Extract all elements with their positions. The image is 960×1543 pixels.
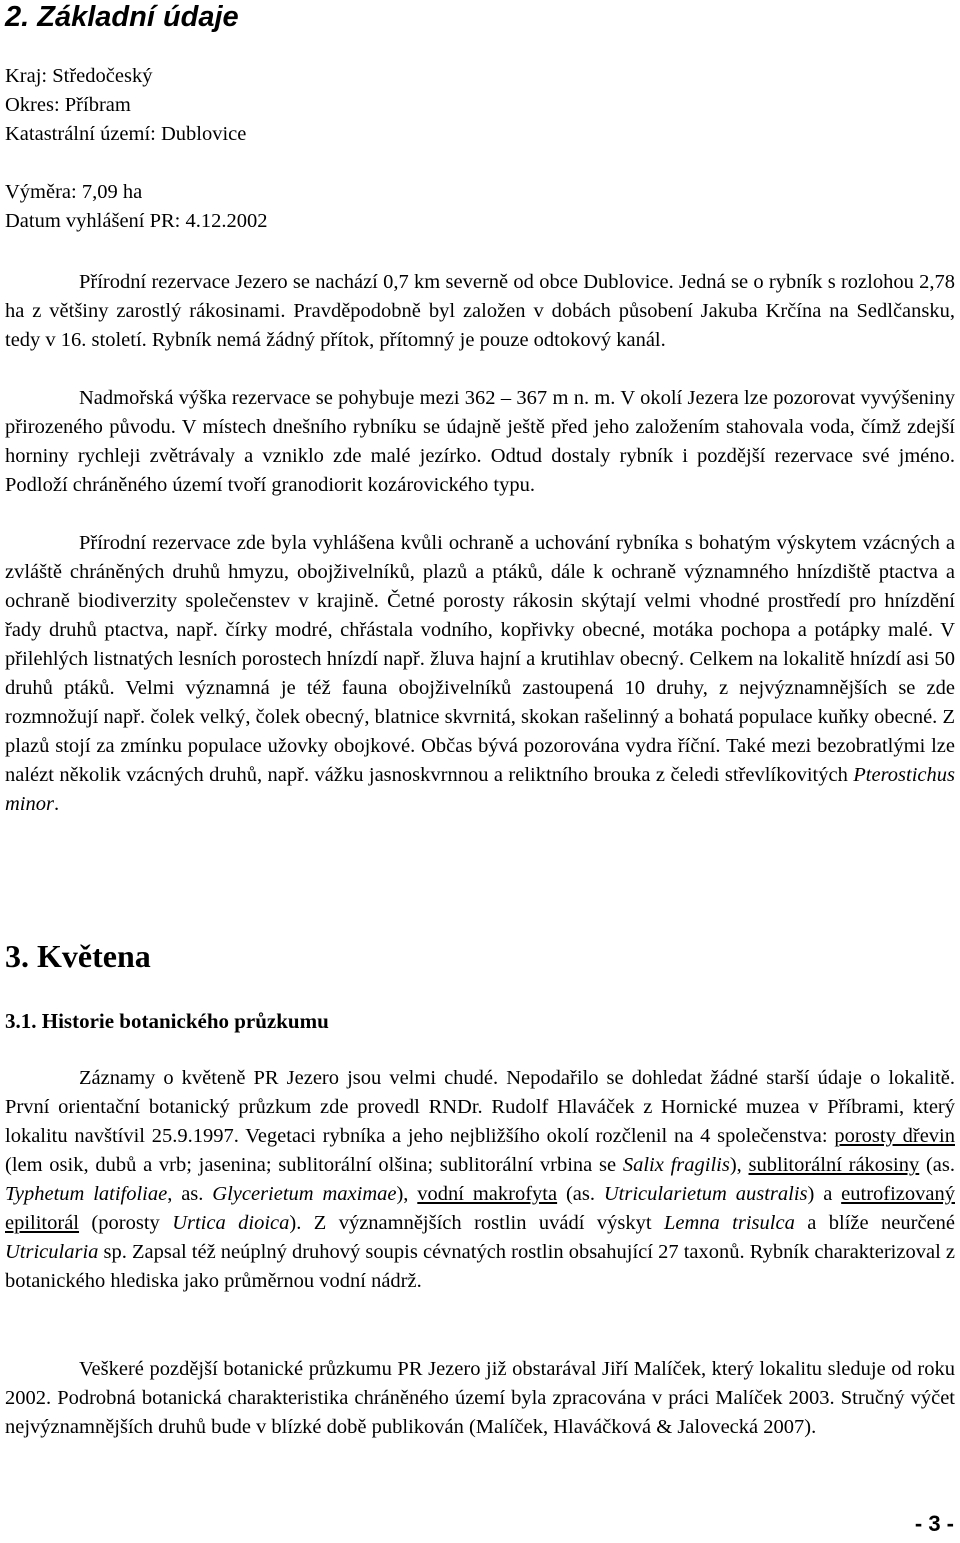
history-text-10: ). Z významnějších rostlin uvádí výskyt	[289, 1212, 664, 1234]
history-text-1: Záznamy o květeně PR Jezero jsou velmi chudé. Nepodařilo se dohledat žádné starší údaje o lokalitě. První orientační botanický průzkum zde provedl RNDr. Rudolf Hlaváček z Hornické muzea v Příbrami, který lokalitu navštívil 25.9.1997. Vegetaci rybníka a jeho nejbližšího okolí rozčlenil na 4 společenstva:	[5, 1067, 955, 1147]
species-utricularia: Utricularia	[5, 1241, 99, 1263]
history-text-6: ),	[396, 1183, 418, 1205]
info-datum: Datum vyhlášení PR: 4.12.2002	[5, 210, 268, 232]
history-text-12: sp. Zapsal též neúplný druhový soupis cévnatých rostlin obsahující 27 taxonů. Rybník charakterizoval z botanického hlediska jako průměrnou vodní nádrž.	[5, 1241, 955, 1292]
history-text-8: ) a	[807, 1183, 842, 1205]
history-text-9: (porosty	[79, 1212, 173, 1234]
subsection-3-1-heading: 3.1. Historie botanického průzkumu	[5, 1009, 329, 1033]
info-spacer	[5, 149, 268, 178]
info-katastr: Katastrální území: Dublovice	[5, 123, 247, 145]
info-kraj: Kraj: Středočeský	[5, 65, 153, 87]
history-text-11: a blíže neurčené	[794, 1212, 956, 1234]
species-salix: Salix fragilis	[622, 1154, 730, 1176]
history-text-4: (as.	[919, 1154, 956, 1176]
association-glycerietum: Glycerietum maximae	[212, 1183, 397, 1205]
paragraph-history	[5, 1064, 955, 1296]
info-vymera: Výměra: 7,09 ha	[5, 181, 143, 203]
community-rakosiny: sublitorální rákosiny	[748, 1154, 920, 1176]
paragraph-geology: Nadmořská výška rezervace se pohybuje mezi 362 – 367 m n. m. V okolí Jezera lze pozorovat vyvýšeniny přirozeného původu. V místech dnešního rybníku se údajně ještě před jeho založením stahovala voda, čímž zdejší horniny rychleji zvětrávaly a vzniklo zde malé jezírko. Odtud dostaly rybník i pozdější rezervace své jméno. Podloží chráněného území tvoří granodiorit kozárovického typu.	[5, 387, 955, 496]
association-utricularietum: Utricularietum australis	[603, 1183, 808, 1205]
species-urtica: Urtica dioica	[172, 1212, 290, 1234]
history-text-2: (lem osik, dubů a vrb; jasenina; sublitorální olšina; sublitorální vrbina se	[5, 1154, 623, 1176]
community-epilitoral: eutrofizovaný epilitorál	[5, 1183, 955, 1234]
fauna-text: Přírodní rezervace zde byla vyhlášena kvůli ochraně a uchování rybníka s bohatým výskytem vzácných a zvláště chráněných druhů hmyzu, obojživelníků, plazů a ptáků, dále k ochraně významného hnízdiště ptactva a ochraně biodiverzity společenstev v krajině. Četné porosty rákosin skýtají velmi vhodné prostředí pro hnízdění řady druhů ptactva, např. čírky modré, chřástala vodního, kopřivky obecné, motáka pochopa a potápky malé. V přilehlých listnatých lesních porostech hnízdí např. žluva hajní a krutihlav obecný. Celkem na lokalitě hnízdí asi 50 druhů ptáků. Velmi významná je též fauna obojživelníků zastoupená 10 druhy, z nejvýznamnějších se zde rozmnožují např. čolek velký, čolek obecný, blatnice skvrnitá, skokan rašelinný a bohatá populace kuňky obecné. Z plazů stojí za zmínku populace užovky obojkové. Občas bývá pozorována vydra říční. Také mezi bezobratlými lze nalézt několik vzácných druhů, např. vážku jasnoskvrnnou a reliktního brouka z čeledi střevlíkovitých	[5, 532, 955, 786]
species-lemna: Lemna trisulca	[663, 1212, 795, 1234]
basic-info-block	[5, 62, 268, 236]
paragraph-fauna	[5, 529, 955, 819]
section-3-heading: 3. Květena	[5, 938, 151, 974]
page-number: - 3 -	[914, 1511, 954, 1536]
history-text-3: ),	[729, 1154, 749, 1176]
history-text-7: (as.	[557, 1183, 604, 1205]
paragraph-later-surveys: Veškeré pozdější botanické průzkumu PR Jezero již obstarával Jiří Malíček, který lokalitu sleduje od roku 2002. Podrobná botanická charakteristika chráněného území byla zpracována v práci Malíček 2003. Stručný výčet nejvýznamnějších druhů bude v blízké době publikován (Malíček, Hlaváčková & Jalovecká 2007).	[5, 1358, 955, 1438]
history-text-5: , as.	[167, 1183, 213, 1205]
paragraph-intro: Přírodní rezervace Jezero se nachází 0,7 km severně od obce Dublovice. Jedná se o rybník s rozlohou 2,78 ha z většiny zarostlý rákosinami. Pravděpodobně byl založen v dobách působení Jakuba Krčína na Sedlčansku, tedy v 16. století. Rybník nemá žádný přítok, přítomný je pouze odtokový kanál.	[5, 271, 955, 351]
community-makrofyta: vodní makrofyta	[417, 1183, 558, 1205]
community-porosty-drevin: porosty dřevin	[834, 1125, 955, 1147]
species-name: Pterostichus minor	[5, 764, 955, 815]
info-okres: Okres: Příbram	[5, 94, 131, 116]
section-2-heading: 2. Základní údaje	[5, 1, 239, 33]
fauna-end: .	[53, 793, 60, 815]
association-typhetum: Typhetum latifoliae	[5, 1183, 168, 1205]
